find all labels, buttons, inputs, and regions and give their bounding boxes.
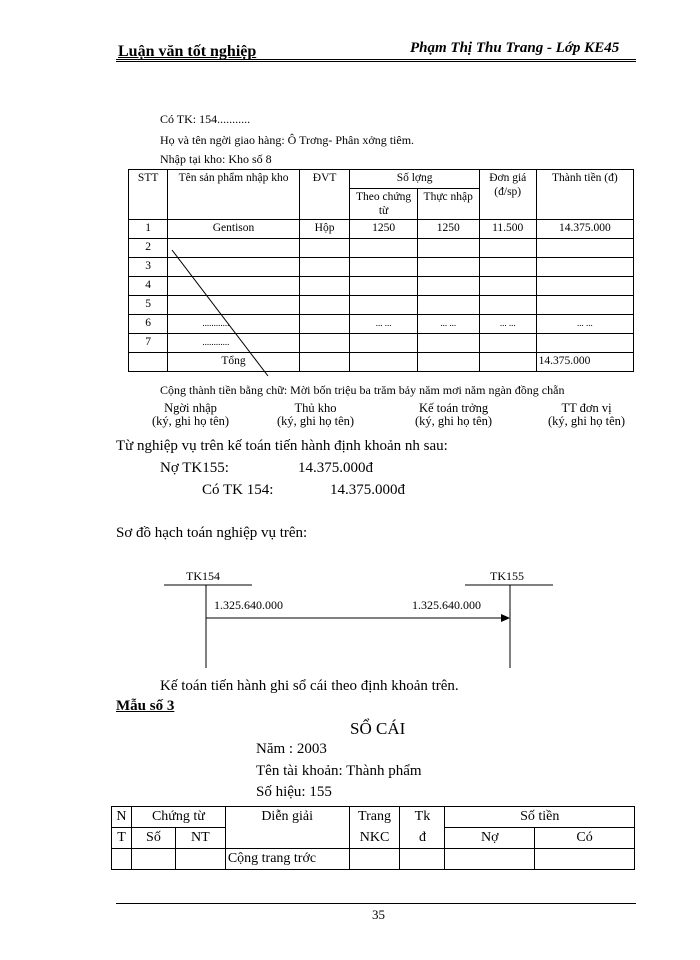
so-cai-title: SỔ CÁI <box>350 719 406 738</box>
table-row: 5 <box>129 296 634 315</box>
intro-nhap-kho: Nhập tại kho: Kho số 8 <box>160 152 272 166</box>
col-thanh-tien: Thành tiền (đ) <box>536 170 633 220</box>
col-theo-ct: Theo chứng từ <box>350 189 417 220</box>
co-label: Có TK 154: <box>202 482 274 498</box>
so-do-title: Sơ đồ hạch toán nghiệp vụ trên: <box>116 525 308 541</box>
table-row: 3 <box>129 258 634 277</box>
ghi-so-text: Kế toán tiến hành ghi sổ cái theo định khoản trên. <box>160 678 459 694</box>
dinh-khoan-intro: Từ nghiệp vụ trên kế toán tiến hành định khoản nh sau: <box>116 438 448 454</box>
tk-right-label: TK155 <box>490 569 524 583</box>
table-row: Cộng trang trớc <box>112 849 635 870</box>
table-row: 7 ............ <box>129 334 634 353</box>
tk-left-label: TK154 <box>186 569 220 583</box>
total-label: Tổng <box>168 353 299 372</box>
footer-rule <box>116 903 636 904</box>
header-title-right: Phạm Thị Thu Trang - Lớp KE45 <box>410 40 620 56</box>
col-dvt: ĐVT <box>299 170 350 220</box>
col-stt: STT <box>129 170 168 220</box>
intro-giao-hang: Họ và tên ngời giao hàng: Ô Trơng- Phân xởng tiêm. <box>160 133 415 147</box>
page-number: 35 <box>372 907 385 922</box>
amount-right: 1.325.640.000 <box>412 598 481 612</box>
so-cai-ten-tk: Tên tài khoản: Thành phẩm <box>256 763 422 779</box>
amount-left: 1.325.640.000 <box>214 598 283 612</box>
mau-so-title: Mẫu số 3 <box>116 698 175 714</box>
no-label: Nợ TK155: <box>160 460 229 476</box>
table-row: 6 ............ ... ... ... ... ... ... ... ... <box>129 315 634 334</box>
so-cai-so-hieu: Số hiệu: 155 <box>256 784 332 800</box>
amount-in-words: Cộng thành tiền bằng chữ: Mời bốn triệu ba trăm bảy năm mơi năm ngàn đồng chẵn <box>160 383 565 397</box>
table-row: 2 <box>129 239 634 258</box>
total-value: 14.375.000 <box>536 353 633 372</box>
col-ten-sp: Tên sản phẩm nhập kho <box>168 170 299 220</box>
col-thuc-nhap: Thực nhập <box>417 189 479 220</box>
co-value: 14.375.000đ <box>330 482 405 498</box>
signature-ke-toan: Kế toán trởng (ký, ghi họ tên) <box>415 401 493 428</box>
so-cai-nam: Năm : 2003 <box>256 741 327 757</box>
signature-tt-don-vi: TT đơn vị (ký, ghi họ tên) <box>548 401 626 428</box>
arrow-head-icon <box>501 614 510 622</box>
col-so-luong: Số lợng <box>350 170 479 189</box>
table-row: 4 <box>129 277 634 296</box>
so-cai-table: N Chứng từ Diễn giải Trang Tk Số tiền T Số NT NKC đ Nợ Có Cộng trang trớc <box>111 806 635 870</box>
intro-co-tk: Có TK: 154........... <box>160 112 251 126</box>
table-row: 1 Gentison Hộp 1250 1250 11.500 14.375.000 <box>129 220 634 239</box>
signature-thu-kho: Thủ kho (ký, ghi họ tên) <box>277 401 355 428</box>
signature-nguoi-nhap: Ngời nhập (ký, ghi họ tên) <box>152 401 230 428</box>
header-title-left: Luận văn tốt nghiệp <box>118 43 257 60</box>
col-don-gia: Đơn giá (đ/sp) <box>479 170 536 220</box>
no-value: 14.375.000đ <box>298 460 373 476</box>
